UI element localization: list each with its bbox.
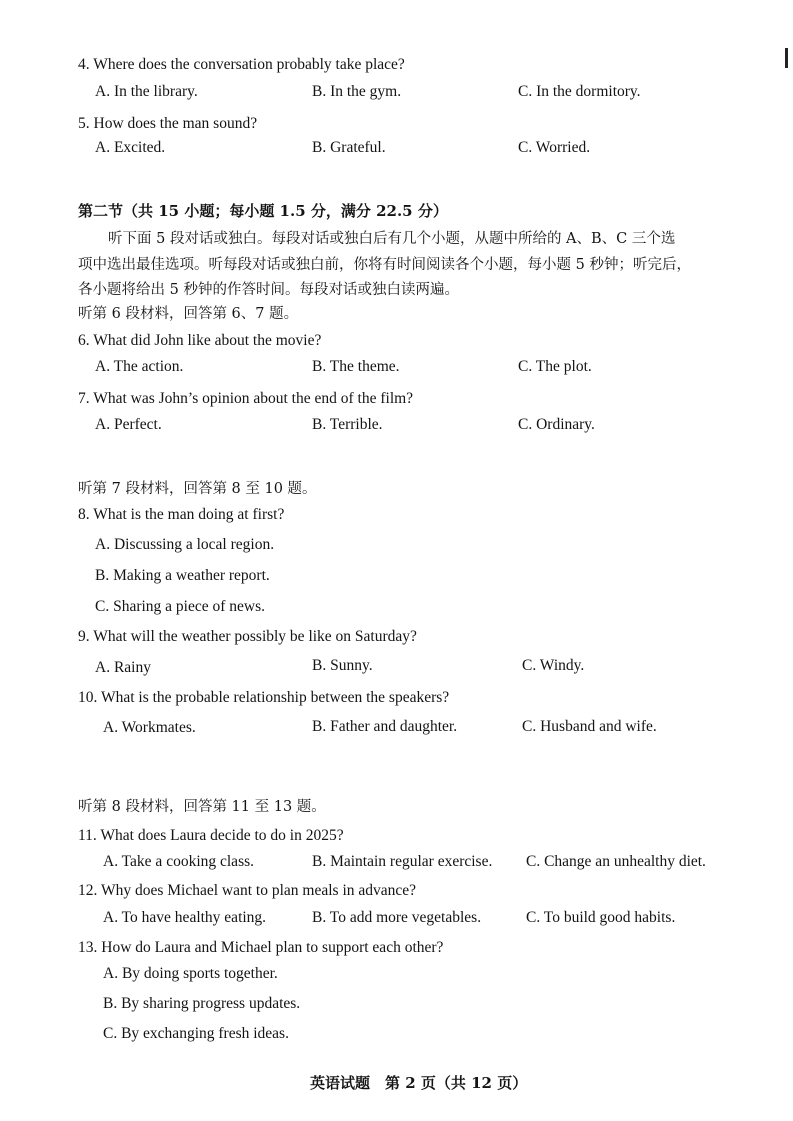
question-4-option-a: A. In the library.: [95, 83, 198, 100]
question-5-option-b: B. Grateful.: [312, 139, 386, 156]
question-10-option-c: C. Husband and wife.: [522, 718, 657, 735]
question-4-option-c: C. In the dormitory.: [518, 83, 641, 100]
question-9-option-c: C. Windy.: [522, 657, 585, 674]
question-11-option-a: A. Take a cooking class.: [103, 853, 255, 870]
question-9-stem: 9. What will the weather possibly be like on Saturday?: [78, 628, 417, 645]
question-10-option-a: A. Workmates.: [103, 719, 196, 736]
question-8-option-b: B. Making a weather report.: [95, 567, 270, 584]
question-6-option-c: C. The plot.: [518, 358, 592, 375]
question-5-option-a: A. Excited.: [95, 139, 166, 156]
question-13-option-c: C. By exchanging fresh ideas.: [103, 1025, 289, 1042]
question-7-stem: 7. What was John’s opinion about the end of the film?: [78, 390, 414, 407]
question-13-option-a: A. By doing sports together.: [103, 965, 278, 982]
scan-edge-mark: [785, 48, 788, 68]
question-12-option-b: B. To add more vegetables.: [312, 909, 482, 926]
section-2-instructions-line-2: 项中选出最佳选项。听每段对话或独白前，你将有时间阅读各个小题，每小题 5 秒钟；听完后，: [78, 257, 691, 273]
question-9-option-a: A. Rainy: [95, 659, 151, 676]
section-2-instructions-line-1: 听下面 5 段对话或独白。每段对话或独白后有几个小题，从题中所给的 A、B、C 三个选: [108, 231, 676, 247]
material-8-heading: 听第 8 段材料，回答第 11 至 13 题。: [78, 799, 326, 815]
question-5-option-c: C. Worried.: [518, 139, 591, 156]
question-12-option-a: A. To have healthy eating.: [103, 909, 267, 926]
question-6-stem: 6. What did John like about the movie?: [78, 332, 322, 349]
material-6-heading: 听第 6 段材料，回答第 6、7 题。: [78, 306, 299, 322]
question-4-stem: 4. Where does the conversation probably take place?: [78, 56, 405, 73]
question-6-option-a: A. The action.: [95, 358, 184, 375]
question-12-stem: 12. Why does Michael want to plan meals in advance?: [78, 882, 417, 899]
question-5-stem: 5. How does the man sound?: [78, 115, 258, 132]
question-10-stem: 10. What is the probable relationship between the speakers?: [78, 689, 450, 706]
question-4-option-b: B. In the gym.: [312, 83, 402, 100]
question-8-option-c: C. Sharing a piece of news.: [95, 598, 266, 615]
question-13-option-b: B. By sharing progress updates.: [103, 995, 301, 1012]
question-9-option-b: B. Sunny.: [312, 657, 373, 674]
question-11-stem: 11. What does Laura decide to do in 2025?: [78, 827, 344, 844]
section-2-title: 第二节（共 15 小题；每小题 1.5 分，满分 22.5 分）: [78, 202, 448, 220]
question-10-option-b: B. Father and daughter.: [312, 718, 458, 735]
question-11-option-c: C. Change an unhealthy diet.: [526, 853, 706, 870]
question-13-stem: 13. How do Laura and Michael plan to support each other?: [78, 939, 444, 956]
page-footer: 英语试题 第 2 页（共 12 页）: [310, 1074, 528, 1092]
question-8-stem: 8. What is the man doing at first?: [78, 506, 285, 523]
material-7-heading: 听第 7 段材料，回答第 8 至 10 题。: [78, 481, 317, 497]
question-6-option-b: B. The theme.: [312, 358, 400, 375]
question-8-option-a: A. Discussing a local region.: [95, 536, 275, 553]
question-11-option-b: B. Maintain regular exercise.: [312, 853, 493, 870]
question-7-option-a: A. Perfect.: [95, 416, 162, 433]
question-7-option-b: B. Terrible.: [312, 416, 383, 433]
section-2-instructions-line-3: 各小题将给出 5 秒钟的作答时间。每段对话或独白读两遍。: [78, 282, 459, 298]
question-12-option-c: C. To build good habits.: [526, 909, 676, 926]
question-7-option-c: C. Ordinary.: [518, 416, 595, 433]
